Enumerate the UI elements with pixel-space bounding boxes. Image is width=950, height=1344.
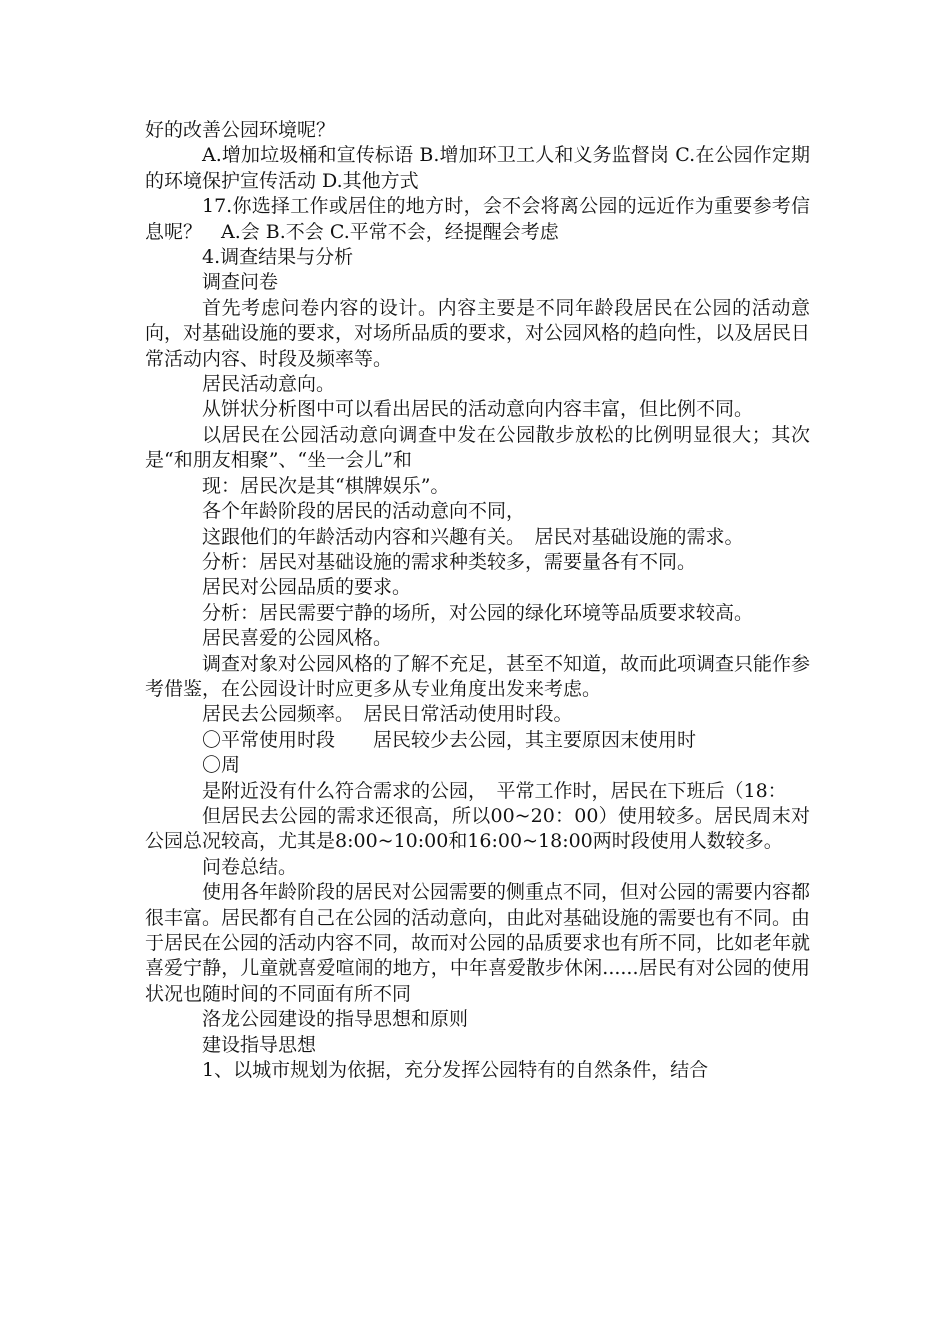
- paragraph: 使用各年龄阶段的居民对公园需要的侧重点不同，但对公园的需要内容都很丰富。居民都有自己在公园的活动意向，由此对基础设施的需要也有不同。由于居民在公园的活动内容不同，故而对公园的品质要求也有所不同，比如老年就喜爱宁静，儿童就喜爱喧闹的地方，中年喜爱散步休闲......居民有对公园的使用状况也随时间的不同面有所不同: [145, 881, 811, 1005]
- paragraph: A.增加垃圾桶和宣传标语 B.增加环卫工人和义务监督岗 C.在公园作定期的环境保护宣传活动 D.其他方式: [145, 144, 810, 192]
- paragraph: 分析：居民对基础设施的需求种类较多，需要量各有不同。: [202, 550, 697, 573]
- paragraph: 是附近没有什么符合需求的公园， 平常工作时，居民在下班后（18：: [202, 779, 787, 802]
- section-heading: 洛龙公园建设的指导思想和原则: [202, 1008, 469, 1031]
- paragraph: 居民去公园频率。 居民日常活动使用时段。: [202, 703, 573, 726]
- subsection-heading: 居民对公园品质的要求。: [202, 576, 412, 599]
- document-body: [145, 118, 810, 1083]
- paragraph: 以居民在公园活动意向调查中发在公园散步放松的比例明显很大；其次是“和朋友相聚”、“坐一会儿”和: [145, 423, 810, 472]
- paragraph: 各个年龄阶段的居民的活动意向不同，: [202, 500, 526, 523]
- subsection-heading: 问卷总结。: [202, 855, 298, 878]
- paragraph: 这跟他们的年龄活动内容和兴趣有关。 居民对基础设施的需求。: [202, 525, 744, 548]
- paragraph: 〇周: [202, 754, 241, 777]
- paragraph: 首先考虑问卷内容的设计。内容主要是不同年龄段居民在公园的活动意向，对基础设施的要求，对场所品质的要求，对公园风格的趋向性，以及居民日常活动内容、时段及频率等。: [145, 296, 811, 370]
- paragraph: 现：居民次是其“棋牌娱乐”。: [202, 474, 450, 497]
- subsection-heading: 建设指导思想: [202, 1033, 317, 1056]
- section-heading: 4.调查结果与分析: [202, 246, 354, 269]
- paragraph: 但居民去公园的需求还很高，所以00~20：00）使用较多。居民周末对公园总况较高，尤其是8:00~10:00和16:00~18:00两时段使用人数较多。: [145, 804, 810, 853]
- paragraph: 17.你选择工作或居住的地方时，会不会将离公园的远近作为重要参考信息呢？ A.会 B.不会 C.平常不会，经提醒会考虑: [145, 195, 810, 243]
- paragraph: 从饼状分析图中可以看出居民的活动意向内容丰富，但比例不同。: [202, 398, 754, 421]
- paragraph: 分析：居民需要宁静的场所，对公园的绿化环境等品质要求较高。: [202, 601, 754, 624]
- paragraph: 1、以城市规划为依据，充分发挥公园特有的自然条件，结合: [202, 1059, 709, 1082]
- paragraph: 调查对象对公园风格的了解不充足，甚至不知道，故而此项调查只能作参考借鉴，在公园设计时应更多从专业角度出发来考虑。: [145, 652, 811, 700]
- subsection-heading: 居民喜爱的公园风格。: [202, 627, 393, 650]
- subsection-heading: 居民活动意向。: [202, 373, 336, 396]
- paragraph: 好的改善公园环境呢？: [145, 119, 336, 141]
- paragraph: 〇平常使用时段 居民较少去公园，其主要原因末使用时: [202, 728, 697, 751]
- subsection-heading: 调查问卷: [202, 271, 279, 294]
